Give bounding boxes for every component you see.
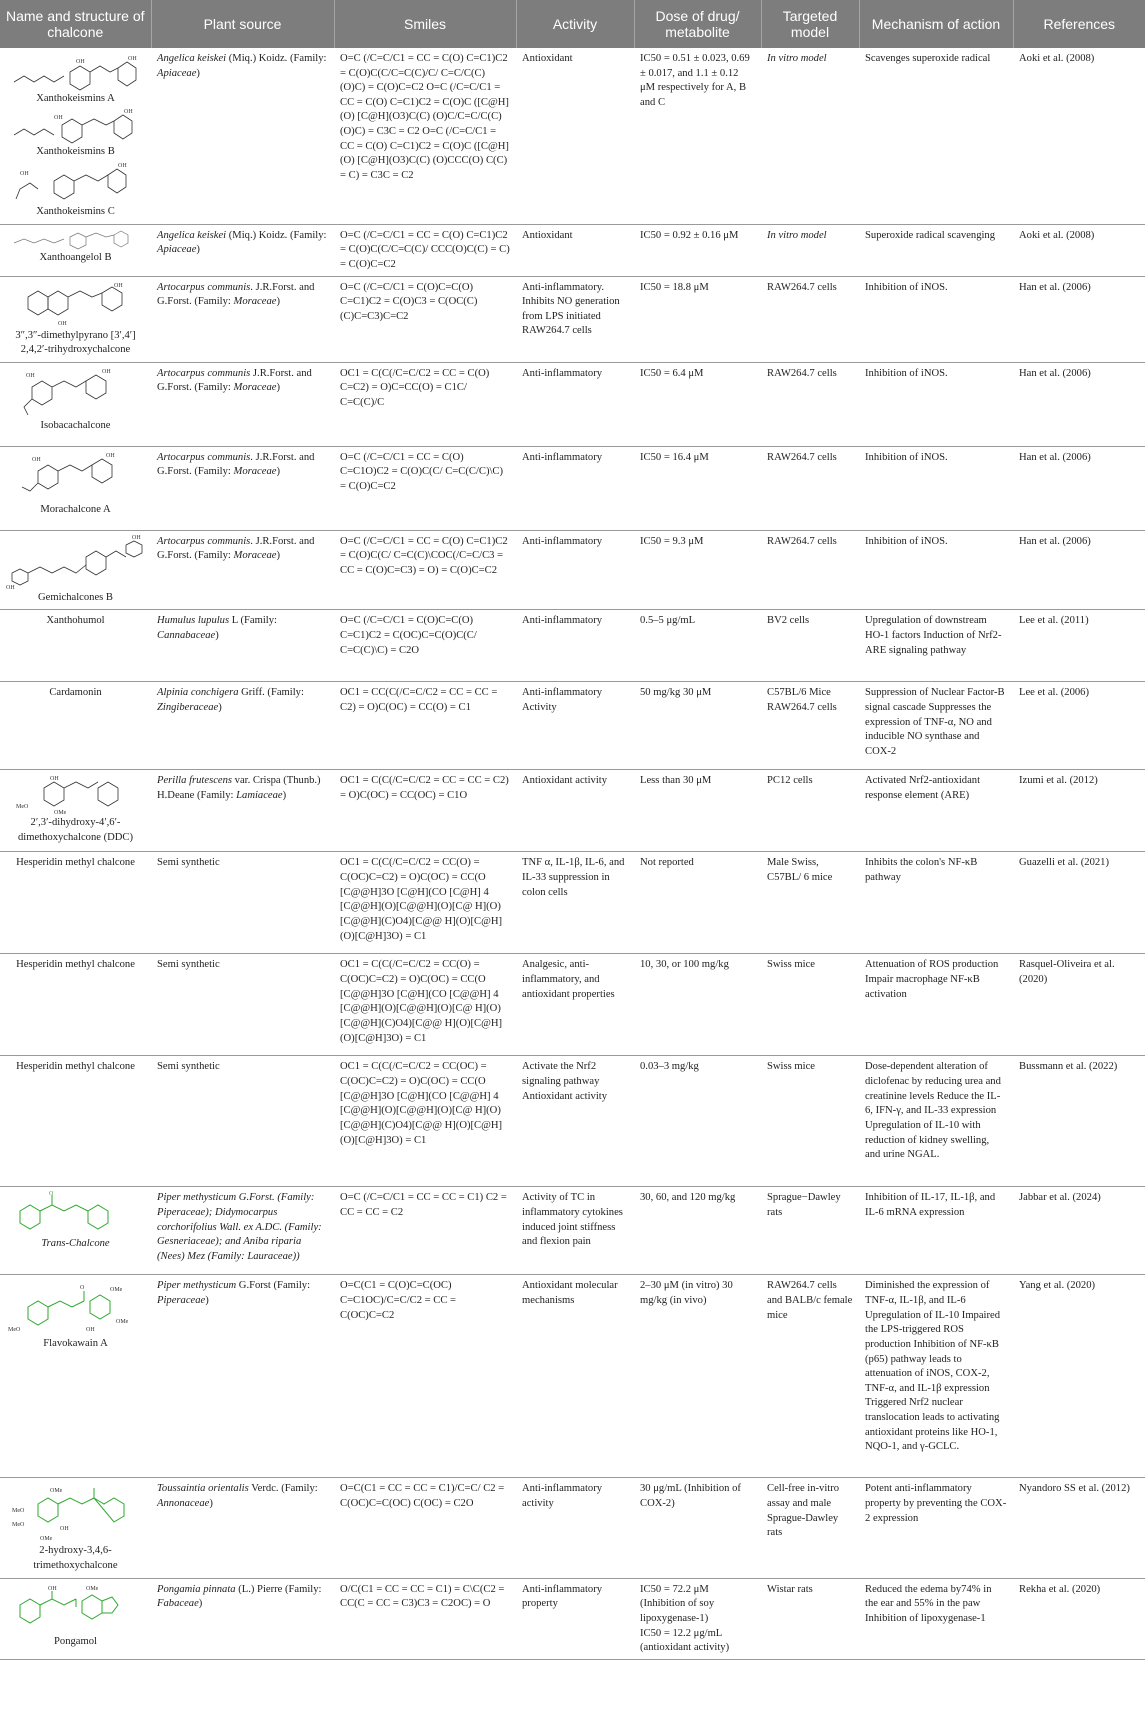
smiles-cell: O=C(C1 = CC = CC = C1)/C=C/ C2 = C(OC)C=C(OC) C(OC) = C2O xyxy=(334,1478,516,1578)
oh-label: OH xyxy=(53,114,63,121)
plant-source-cell: Artocarpus communis. J.R.Forst. and G.Forst. (Family: Moraceae) xyxy=(151,276,334,362)
dose-line: IC50 = 12.2 μg/mL (antioxidant activity) xyxy=(640,1627,730,1654)
plant-source-cell: Pongamia pinnata (L.) Pierre (Family: Fabaceae) xyxy=(151,1578,334,1659)
chalcone-name-cell xyxy=(0,1578,151,1659)
table-row xyxy=(0,770,1145,852)
oh-label: OH xyxy=(101,368,111,375)
plant-source-cell: Piper methysticum G.Forst. (Family: Piperaceae); Didymocarpus corchorifolius Wall. ex A.DC. (Family: Gesneriaceae); and Aniba riparia (Nees) Mez (Family: Lauraceae)) xyxy=(151,1187,334,1275)
smiles-cell: O=C (/C=C/C1 = CC = C(O) C=C1)C2 = C(O)C(C/ C=C(C)\COC(/C=C/C3 = CC = C(O)C=C3) = O) = C(O)C=C2 xyxy=(334,530,516,610)
oh-label: OH xyxy=(49,776,59,783)
activity-cell: Anti-inflammatory. Inhibits NO generation from LPS initiated RAW264.7 cells xyxy=(516,276,634,362)
activity-cell: Antioxidant molecular mechanisms xyxy=(516,1275,634,1478)
activity-cell: Analgesic, anti-inflammatory, and antioxidant properties xyxy=(516,954,634,1056)
structure-image xyxy=(10,281,142,329)
dose-cell: IC50 = 0.51 ± 0.023, 0.69 ± 0.017, and 1.1 ± 0.12 μM respectively for A, B and C xyxy=(634,48,761,224)
structure-image xyxy=(10,367,142,419)
model-cell: RAW264.7 cells xyxy=(761,530,859,610)
header-mechanism: Mechanism of action xyxy=(859,0,1013,48)
mechanism-cell: Upregulation of downstream HO-1 factors Induction of Nrf2-ARE signaling pathway xyxy=(859,610,1013,682)
ome-label: OMe xyxy=(49,1488,62,1495)
plant-source-cell: Angelica keiskei (Miq.) Koidz. (Family: Apiaceae) xyxy=(151,224,334,276)
smiles-cell: OC1 = CC(C(/C=C/C2 = CC = CC = C2) = O)C(OC) = CC(O) = C1 xyxy=(334,682,516,770)
header-name: Name and structure of chalcone xyxy=(0,0,151,48)
structure-image xyxy=(10,107,142,145)
reference-cell: Lee et al. (2006) xyxy=(1013,682,1145,770)
header-refs: References xyxy=(1013,0,1145,48)
dose-line: IC50 = 72.2 μM (Inhibition of soy lipoxygenase-1) xyxy=(640,1583,715,1624)
oh-label: OH xyxy=(113,282,123,289)
header-activity: Activity xyxy=(516,0,634,48)
structure-image xyxy=(10,1482,142,1544)
table-row xyxy=(0,1275,1145,1478)
model-cell: RAW264.7 cells xyxy=(761,276,859,362)
activity-cell: Activate the Nrf2 signaling pathway Antioxidant activity xyxy=(516,1056,634,1187)
smiles-cell: OC1 = C(C(/C=C/C2 = CC = C(O) C=C2) = O)C=CC(O) = C1C/ C=C(C)/C xyxy=(334,362,516,446)
model-cell: C57BL/6 Mice RAW264.7 cells xyxy=(761,682,859,770)
model-cell: Sprague−Dawley rats xyxy=(761,1187,859,1275)
chalcone-name-cell: Hesperidin methyl chalcone xyxy=(0,1056,151,1187)
ome-label: OMe xyxy=(109,1287,122,1294)
header-smiles: Smiles xyxy=(334,0,516,48)
chalcone-name-cell xyxy=(0,1187,151,1275)
smiles-cell: O=C(C1 = C(O)C=C(OC) C=C1OC)/C=C/C2 = CC = C(OC)C=C2 xyxy=(334,1275,516,1478)
chalcone-name-cell: Xanthohumol xyxy=(0,610,151,682)
model-cell: Swiss mice xyxy=(761,954,859,1056)
plant-source-cell: Perilla frutescens var. Crispa (Thunb.) H.Deane (Family: Lamiaceae) xyxy=(151,770,334,852)
header-dose: Dose of drug/ metabolite xyxy=(634,0,761,48)
plant-source-cell: Alpinia conchigera Griff. (Family: Zingiberaceae) xyxy=(151,682,334,770)
chalcone-name-cell: Cardamonin xyxy=(0,682,151,770)
dose-cell: 2–30 μM (in vitro) 30 mg/kg (in vivo) xyxy=(634,1275,761,1478)
header-plant: Plant source xyxy=(151,0,334,48)
plant-source-cell: Artocarpus communis J.R.Forst. and G.Forst. (Family: Moraceae) xyxy=(151,362,334,446)
model-cell: Swiss mice xyxy=(761,1056,859,1187)
model-cell: RAW264.7 cells and BALB/c female mice xyxy=(761,1275,859,1478)
carbonyl-o-label: O xyxy=(48,1191,53,1198)
reference-cell: Han et al. (2006) xyxy=(1013,362,1145,446)
plant-source-cell: Toussaintia orientalis Verdc. (Family: Annonaceae) xyxy=(151,1478,334,1578)
table-row xyxy=(0,1478,1145,1578)
model-cell: In vitro model xyxy=(761,224,859,276)
dose-cell: IC50 = 9.3 μM xyxy=(634,530,761,610)
table-row xyxy=(0,446,1145,530)
mechanism-cell: Inhibition of IL-17, IL-1β, and IL-6 mRNA expression xyxy=(859,1187,1013,1275)
model-cell: In vitro model xyxy=(761,48,859,224)
chalcone-name-cell xyxy=(0,48,151,224)
oh-label: OH xyxy=(105,452,115,459)
reference-cell: Guazelli et al. (2021) xyxy=(1013,852,1145,954)
oh-label: OH xyxy=(47,1585,57,1592)
chalcone-name: Trans-Chalcone xyxy=(41,1238,110,1250)
dose-cell: 0.5–5 μg/mL xyxy=(634,610,761,682)
dose-cell: 10, 30, or 100 mg/kg xyxy=(634,954,761,1056)
dose-cell: Less than 30 μM xyxy=(634,770,761,852)
structure-image xyxy=(10,159,142,205)
ome-label: OMe xyxy=(115,1319,128,1326)
smiles-cell: O=C (/C=C/C1 = CC = CC = C1) C2 = CC = CC = C2 xyxy=(334,1187,516,1275)
structure-image xyxy=(10,1191,142,1237)
oh-label: OH xyxy=(117,163,127,170)
activity-cell: Anti-inflammatory activity xyxy=(516,1478,634,1578)
model-cell: PC12 cells xyxy=(761,770,859,852)
smiles-cell: O=C (/C=C/C1 = C(O)C=C(O) C=C1)C2 = C(O)C3 = C(OC(C) (C)C=C3)C=C2 xyxy=(334,276,516,362)
dose-cell xyxy=(634,1578,761,1659)
smiles-cell: O=C (/C=C/C1 = CC = C(O) C=C1O)C2 = C(O)C(C/ C=C(C/C)\C) = C(O)C=C2 xyxy=(334,446,516,530)
carbonyl-o-label: O xyxy=(79,1285,84,1292)
reference-cell: Jabbar et al. (2024) xyxy=(1013,1187,1145,1275)
chalcone-name: Pongamol xyxy=(54,1635,97,1647)
smiles-cell: O=C (/C=C/C1 = CC = C(O) C=C1)C2 = C(O)C(C/C=C(C)/ CCC(O)C(C) = C) = C(O)C=C2 xyxy=(334,224,516,276)
smiles-cell: OC1 = C(C(/C=C/C2 = CC(O) = C(OC)C=C2) = O)C(OC) = CC(O [C@@H]3O [C@H](CO [C@@H] 4 [C@@H](O)[C@@H](O)[C@ H](O)[C@@H](C)O4)[C@@ H](O)[C@H](O)[C@H]3O) = C1 xyxy=(334,954,516,1056)
table-row xyxy=(0,224,1145,276)
chalcone-name: Flavokawain A xyxy=(43,1338,108,1350)
chalcone-name: Xanthokeismins B xyxy=(36,145,115,157)
header-row xyxy=(0,0,1145,48)
activity-cell: Antioxidant activity xyxy=(516,770,634,852)
smiles-cell: O/C(C1 = CC = CC = C1) = C\C(C2 = CC(C = CC = C3)C3 = C2OC) = O xyxy=(334,1578,516,1659)
header-model: Targeted model xyxy=(761,0,859,48)
oh-label: OH xyxy=(59,1526,69,1533)
model-cell: RAW264.7 cells xyxy=(761,446,859,530)
mechanism-cell: Superoxide radical scavenging xyxy=(859,224,1013,276)
plant-source-cell: Semi synthetic xyxy=(151,954,334,1056)
chalcone-name-cell xyxy=(0,362,151,446)
mechanism-cell: Inhibition of iNOS. xyxy=(859,276,1013,362)
oh-label: OH xyxy=(127,56,137,62)
mechanism-cell: Reduced the edema by74% in the ear and 55% in the paw Inhibition of lipoxygenase-1 xyxy=(859,1578,1013,1659)
activity-cell: Anti-inflammatory xyxy=(516,610,634,682)
mechanism-cell: Scavenges superoxide radical xyxy=(859,48,1013,224)
oh-label: OH xyxy=(19,171,29,178)
smiles-cell: O=C (/C=C/C1 = CC = C(O) C=C1)C2 = C(O)C(C/C=C(C)/C/ C=C/C(C) (O)C) = C(O)C=C2 O=C (/C=C/C1 = CC = C(O) C=C1)C2 = C(O)C ([C@H](O) [C@H](O3)C(C) (O)C/C=C/C(C) (O)C) = C3C = C2 O=C (/C=C/C1 = CC = C(O) C=C1)C2 = C(O)C ([C@H](O) [C@H](O3)C(C) (O)CCC(O) C(C) = C) = C3C = C2 xyxy=(334,48,516,224)
chalcone-name: Isobacachalcone xyxy=(40,419,111,431)
activity-cell: Anti-inflammatory xyxy=(516,530,634,610)
chalcone-name-cell xyxy=(0,530,151,610)
dose-cell: Not reported xyxy=(634,852,761,954)
model-cell: RAW264.7 cells xyxy=(761,362,859,446)
model-cell: Wistar rats xyxy=(761,1578,859,1659)
structure-image xyxy=(10,1583,142,1635)
chalcone-name-cell: Hesperidin methyl chalcone xyxy=(0,852,151,954)
plant-source-cell: Artocarpus communis. J.R.Forst. and G.Forst. (Family: Moraceae) xyxy=(151,446,334,530)
chalcone-name: Xanthokeismins C xyxy=(36,206,115,218)
mechanism-cell: Inhibition of iNOS. xyxy=(859,446,1013,530)
activity-cell: Anti-inflammatory property xyxy=(516,1578,634,1659)
activity-cell: Anti-inflammatory Activity xyxy=(516,682,634,770)
mechanism-cell: Inhibition of iNOS. xyxy=(859,362,1013,446)
table-row xyxy=(0,48,1145,224)
activity-cell: Activity of TC in inflammatory cytokines induced joint stiffness and flexion pain xyxy=(516,1187,634,1275)
mechanism-cell: Potent anti-inflammatory property by preventing the COX-2 expression xyxy=(859,1478,1013,1578)
oh-label: OH xyxy=(25,372,35,379)
table-row xyxy=(0,682,1145,770)
reference-cell: Han et al. (2006) xyxy=(1013,530,1145,610)
reference-cell: Lee et al. (2011) xyxy=(1013,610,1145,682)
ome-label: OMe xyxy=(85,1585,98,1592)
reference-cell: Rekha et al. (2020) xyxy=(1013,1578,1145,1659)
plant-source-cell: Angelica keiskei (Miq.) Koidz. (Family: Apiaceae) xyxy=(151,48,334,224)
dose-cell: 30 μg/mL (Inhibition of COX-2) xyxy=(634,1478,761,1578)
chalcone-name: 3″,3″-dimethylpyrano [3′,4′] 2,4,2′-trihydroxychalcone xyxy=(15,329,136,356)
reference-cell: Han et al. (2006) xyxy=(1013,276,1145,362)
reference-cell: Han et al. (2006) xyxy=(1013,446,1145,530)
activity-cell: TNF α, IL-1β, IL-6, and IL-33 suppression in colon cells xyxy=(516,852,634,954)
table-row xyxy=(0,610,1145,682)
oh-label: OH xyxy=(57,320,67,327)
meo-label: MeO xyxy=(15,804,28,811)
table-row xyxy=(0,1056,1145,1187)
mechanism-cell: Activated Nrf2-antioxidant response element (ARE) xyxy=(859,770,1013,852)
table-row xyxy=(0,1187,1145,1275)
chalcone-name: Xanthokeismins A xyxy=(36,93,115,104)
table-row xyxy=(0,954,1145,1056)
smiles-cell: OC1 = C(C(/C=C/C2 = CC(OC) = C(OC)C=C2) = O)C(OC) = CC(O [C@@H]3O [C@H](CO [C@@H] 4 [C@@H](O)[C@@H](O)[C@ H](O)[C@@H](C)O4)[C@@ H](O)[C@H](O)[C@H]3O) = C1 xyxy=(334,1056,516,1187)
chalcone-name: 2-hydroxy-3,4,6-trimethoxychalcone xyxy=(33,1545,118,1572)
table-row xyxy=(0,1578,1145,1659)
oh-label: OH xyxy=(85,1327,95,1334)
reference-cell: Nyandoro SS et al. (2012) xyxy=(1013,1478,1145,1578)
smiles-cell: OC1 = C(C(/C=C/C2 = CC(O) = C(OC)C=C2) = O)C(OC) = CC(O [C@@H]3O [C@H](CO [C@H] 4 [C@@H](O)[C@@H](O)[C@ H](O)[C@@H](C)O4)[C@@ H](O)[C@H](O)[C@H]3O) = C1 xyxy=(334,852,516,954)
chalcone-name-cell xyxy=(0,1275,151,1478)
reference-cell: Aoki et al. (2008) xyxy=(1013,224,1145,276)
chalcone-name: Morachalcone A xyxy=(40,503,111,515)
structure-image xyxy=(6,1279,146,1337)
meo-label: MeO xyxy=(11,1522,24,1529)
chalcone-name-cell xyxy=(0,1478,151,1578)
reference-cell: Bussmann et al. (2022) xyxy=(1013,1056,1145,1187)
activity-cell: Anti-inflammatory xyxy=(516,446,634,530)
structure-image xyxy=(4,535,150,591)
activity-cell: Anti-inflammatory xyxy=(516,362,634,446)
chalcone-name: 2′,3′-dihydroxy-4′,6′-dimethoxychalcone (DDC) xyxy=(17,817,134,844)
oh-label: OH xyxy=(132,534,141,541)
plant-source-cell: Piper methysticum G.Forst (Family: Piperaceae) xyxy=(151,1275,334,1478)
oh-label: OH xyxy=(31,456,41,463)
mechanism-cell: Dose-dependent alteration of diclofenac by reducing urea and creatinine levels Reduce the IL-6, IFN-γ, and IL-33 expression Upregulation of IL-10 with reduction of kidney swelling, and urine NGAL. xyxy=(859,1056,1013,1187)
oh-label: OH xyxy=(6,584,15,591)
oh-label: OH xyxy=(75,59,85,65)
dose-cell: IC50 = 18.8 μM xyxy=(634,276,761,362)
reference-cell: Aoki et al. (2008) xyxy=(1013,48,1145,224)
mechanism-cell: Inhibits the colon's NF-κB pathway xyxy=(859,852,1013,954)
plant-source-cell: Artocarpus communis. J.R.Forst. and G.Forst. (Family: Moraceae) xyxy=(151,530,334,610)
chalcone-name-cell xyxy=(0,446,151,530)
reference-cell: Rasquel-Oliveira et al. (2020) xyxy=(1013,954,1145,1056)
structure-image xyxy=(10,52,142,92)
table-row xyxy=(0,852,1145,954)
oh-label: OH xyxy=(123,108,133,115)
reference-cell: Yang et al. (2020) xyxy=(1013,1275,1145,1478)
meo-label: MeO xyxy=(7,1327,20,1334)
chalcone-name-cell xyxy=(0,224,151,276)
plant-source-cell: Semi synthetic xyxy=(151,852,334,954)
dose-cell: IC50 = 6.4 μM xyxy=(634,362,761,446)
chalcone-name: Gemichalcones B xyxy=(37,591,113,603)
mechanism-cell: Diminished the expression of TNF-α, IL-1β, and IL-6 Upregulation of IL-10 Impaired the LPS-triggered ROS production Inhibition of NF-κB (p65) pathway leads to attenuation of iNOS, COX-2, TNF-α, and IL-1β expression Triggered Nrf2 nuclear translocation leads to activating antioxidant proteins like HO-1, NQO-1, and γ-GCLC. xyxy=(859,1275,1013,1478)
dose-cell: IC50 = 0.92 ± 0.16 μM xyxy=(634,224,761,276)
structure-image xyxy=(10,451,142,503)
plant-source-cell: Semi synthetic xyxy=(151,1056,334,1187)
smiles-cell: OC1 = C(C(/C=C/C2 = CC = CC = C2) = O)C(OC) = CC(OC) = C1O xyxy=(334,770,516,852)
table-row xyxy=(0,362,1145,446)
mechanism-cell: Suppression of Nuclear Factor-B signal cascade Suppresses the expression of TNF-α, NO and inducible NO synthase and COX-2 xyxy=(859,682,1013,770)
model-cell: Cell-free in-vitro assay and male Sprague-Dawley rats xyxy=(761,1478,859,1578)
dose-cell: 50 mg/kg 30 μM xyxy=(634,682,761,770)
smiles-cell: O=C (/C=C/C1 = C(O)C=C(O) C=C1)C2 = C(OC)C=C(O)C(C/ C=C(C)\C) = C2O xyxy=(334,610,516,682)
ome-label: OMe xyxy=(39,1536,52,1543)
meo-label: MeO xyxy=(11,1508,24,1515)
model-cell: Male Swiss, C57BL/ 6 mice xyxy=(761,852,859,954)
dose-cell: IC50 = 16.4 μM xyxy=(634,446,761,530)
ome-label: OMe xyxy=(53,810,66,817)
table-row xyxy=(0,276,1145,362)
plant-source-cell: Humulus lupulus L (Family: Cannabaceae) xyxy=(151,610,334,682)
activity-cell: Antioxidant xyxy=(516,224,634,276)
structure-image xyxy=(10,229,142,251)
chalcone-name: Xanthoangelol B xyxy=(39,251,112,263)
dose-cell: 0.03–3 mg/kg xyxy=(634,1056,761,1187)
chalcone-name-cell xyxy=(0,770,151,852)
chalcone-name-cell xyxy=(0,276,151,362)
structure-image xyxy=(10,774,142,816)
mechanism-cell: Inhibition of iNOS. xyxy=(859,530,1013,610)
model-cell: BV2 cells xyxy=(761,610,859,682)
reference-cell: Izumi et al. (2012) xyxy=(1013,770,1145,852)
dose-cell: 30, 60, and 120 mg/kg xyxy=(634,1187,761,1275)
mechanism-cell: Attenuation of ROS production Impair macrophage NF-κB activation xyxy=(859,954,1013,1056)
chalcone-name-cell: Hesperidin methyl chalcone xyxy=(0,954,151,1056)
table-row xyxy=(0,530,1145,610)
activity-cell: Antioxidant xyxy=(516,48,634,224)
